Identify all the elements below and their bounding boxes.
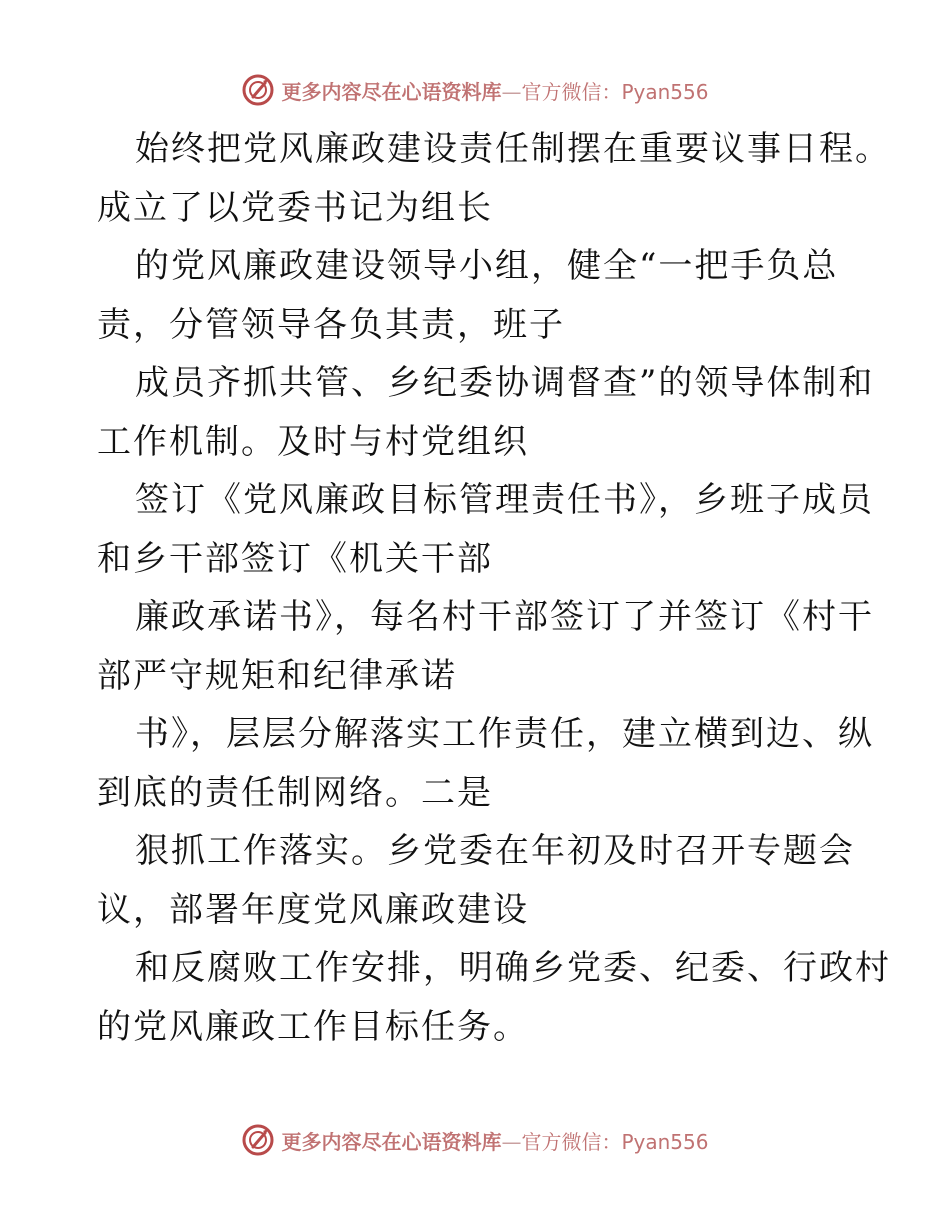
header-banner <box>0 70 950 110</box>
body-line: 和反腐败工作安排，明确乡党委、纪委、行政村 <box>135 948 891 988</box>
body-line: 的党风廉政建设领导小组，健全“一把手负总 <box>135 246 839 286</box>
body-line: 狠抓工作落实。乡党委在年初及时召开专题会 <box>135 831 855 871</box>
body-line: 和乡干部签订《机关干部 <box>97 538 493 579</box>
banner-dash: — <box>501 79 522 104</box>
document-body <box>97 120 891 1056</box>
body-line: 议，部署年度党风廉政建设 <box>97 889 529 930</box>
banner-main-text: 更多内容尽在心语资料库 <box>281 1129 502 1154</box>
body-line: 签订《党风廉政目标管理责任书》，乡班子成员 <box>135 480 874 520</box>
banner-dash: — <box>501 1129 522 1154</box>
body-line: 部严守规矩和纪律承诺 <box>97 655 457 696</box>
body-line: 到底的责任制网络。二是 <box>97 772 493 813</box>
body-line: 始终把党风廉政建设责任制摆在重要议事日程。 <box>135 129 891 169</box>
body-line: 书》，层层分解落实工作责任，建立横到边、纵 <box>135 714 874 754</box>
banner-wechat-text: 官方微信：Pyan556 <box>521 1129 709 1154</box>
banner-main-text: 更多内容尽在心语资料库 <box>281 79 502 104</box>
body-line: 工作机制。及时与村党组织 <box>97 421 529 462</box>
body-line: 成员齐抓共管、乡纪委协调督查”的领导体制和 <box>135 363 875 403</box>
stamp-logo-icon <box>241 1123 275 1157</box>
footer-banner <box>0 1120 950 1160</box>
body-line: 成立了以党委书记为组长 <box>97 187 493 228</box>
banner-text <box>281 76 708 105</box>
body-line: 的党风廉政工作目标任务。 <box>97 1006 529 1047</box>
banner-text <box>281 1126 708 1155</box>
banner-wechat-text: 官方微信：Pyan556 <box>521 79 709 104</box>
stamp-logo-icon <box>241 73 275 107</box>
body-line: 责，分管领导各负其责，班子 <box>97 304 565 345</box>
body-line: 廉政承诺书》，每名村干部签订了并签订《村干 <box>135 597 874 637</box>
